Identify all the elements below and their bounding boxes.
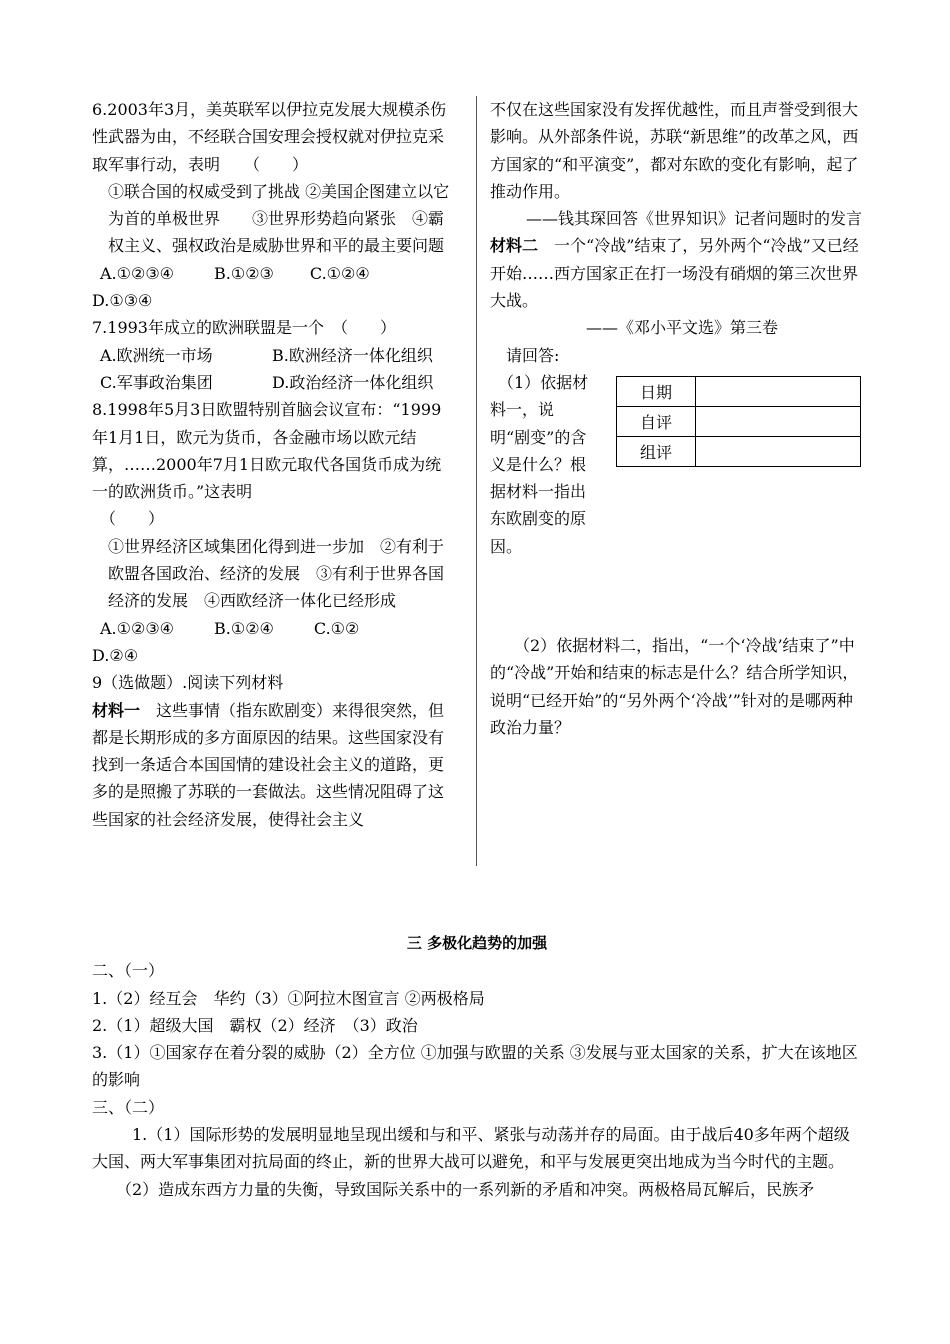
material-two	[490, 232, 862, 314]
q6-stem: 6.2003年3月，美英联军以伊拉克发展大规模杀伤性武器为由，不经联合国安理会授权就对伊拉克采取军事行动，表明 （ ）	[92, 100, 447, 174]
answer-2: 2.（1）超级大国 霸权（2）经济 （3）政治	[92, 1015, 418, 1035]
answers-sec1: 二、（一）	[92, 961, 165, 981]
answers-sec2: 三、（二）	[92, 1097, 165, 1117]
answers-title: 三 多极化趋势的加强	[406, 934, 548, 952]
answer-b1: 1.（1）国际形势的发展明显地呈现出缓和与和平、紧张与动荡并存的局面。由于战后40多年两个超级大国、两大军事集团对抗局面的终止，新的世界大战可以避免，和平与发展更突出地成为当今时代的主题。	[92, 1125, 850, 1172]
q8-stem: 8.1998年5月3日欧盟特别首脑会议宣布：“1999年1月1日，欧元为货币，各金融市场以欧元结算，……2000年7月1日欧元取代各国货币成为统一的欧洲货币。”这表明	[92, 400, 442, 502]
eval-date-label: 日期	[617, 377, 696, 407]
q6-items: ①联合国的权威受到了挑战 ②美国企图建立以它为首的单极世界 ③世界形势趋向紧张 ④霸权主义、强权政治是威胁世界和平的最主要问题	[108, 181, 450, 256]
material-two-source: ——《邓小平文选》第三卷	[586, 318, 779, 338]
right-column	[490, 96, 862, 560]
q7-options-row1	[92, 342, 452, 369]
material-two-text: 一个“冷战”结束了，另外两个“冷战”又已经开始……西方国家正在打一场没有硝烟的第三次世界大战。	[490, 236, 859, 311]
q7-option-c: C.军事政治集团	[100, 372, 213, 392]
q8-options-row	[92, 615, 452, 642]
q7-option-d: D.政治经济一体化组织	[272, 372, 434, 392]
q8-option-b: B.①②④	[214, 618, 274, 638]
answer-3: 3.（1）①国家存在着分裂的威胁（2）全方位 ①加强与欧盟的关系 ③发展与亚太国家的关系，扩大在该地区的影响	[92, 1043, 858, 1090]
q8-option-c: C.①②	[313, 618, 360, 638]
q6-option-d: D.①③④	[92, 291, 153, 311]
q6-option-a: A.①②③④	[100, 263, 175, 283]
material-one-text: 这些事情（指东欧剧变）来得很突然，但都是长期形成的多方面原因的结果。这些国家没有找到一条适合本国国情的建设社会主义的道路，更多的是照搬了苏联的一套做法。这些情况阻碍了这些国家的社会经济发展，使得社会主义	[92, 700, 445, 829]
material-one-continued: 不仅在这些国家没有发挥优越性，而且声誉受到很大影响。从外部条件说，苏联“新思维”的改革之风，西方国家的“和平演变”，都对东欧的变化有影响，起了推动作用。	[490, 100, 859, 201]
eval-group-label: 组评	[617, 437, 696, 467]
column-divider	[476, 96, 477, 866]
material-one-label: 材料一	[92, 700, 141, 720]
q6-option-b: B.①②③	[214, 263, 274, 283]
q7-option-b: B.欧洲经济一体化组织	[272, 345, 433, 365]
q8-items: ①世界经济区域集团化得到进一步加 ②有利于欧盟各国政治、经济的发展 ③有利于世界各国经济的发展 ④西欧经济一体化已经形成	[108, 536, 445, 611]
q7-options-row2	[92, 369, 452, 396]
eval-row-group	[617, 437, 861, 467]
answer-1: 1.（2）经互会 华约（3）①阿拉木图宣言 ②两极格局	[92, 988, 485, 1008]
q9-material-one	[92, 697, 452, 833]
q9-stem: 9（选做题）.阅读下列材料	[92, 673, 284, 693]
left-column	[92, 96, 452, 833]
q7-stem: 7.1993年成立的欧洲联盟是一个 （ ）	[92, 318, 396, 338]
answer-b2: （2）造成东西方力量的失衡，导致国际关系中的一系列新的矛盾和冲突。两极格局瓦解后，民族矛	[116, 1179, 815, 1199]
q6-options-row	[92, 260, 452, 287]
q6-option-c: C.①②④	[309, 263, 370, 283]
material-two-label: 材料二	[490, 236, 539, 256]
eval-group-cell[interactable]	[696, 437, 861, 467]
answers-section	[92, 930, 862, 1203]
question-2: （2）依据材料二，指出，“一个‘冷战’结束了”中的“冷战”开始和结束的标志是什么？结合所学知识，说明“已经开始”的“另外两个‘冷战’”针对的是哪两种政治力量？	[490, 636, 859, 737]
material-one-source: ——钱其琛回答《世界知识》记者问题时的发言	[526, 209, 863, 229]
question-1: （1）依据材料一，说明“剧变”的含义是什么？根据材料一指出东欧剧变的原因。	[490, 372, 589, 556]
eval-self-label: 自评	[617, 407, 696, 437]
eval-row-self	[617, 407, 861, 437]
q7-option-a: A.欧洲统一市场	[100, 345, 213, 365]
q8-paren: （ ）	[100, 509, 165, 529]
q8-option-d: D.②④	[92, 645, 139, 665]
evaluation-table	[616, 376, 861, 467]
eval-date-cell[interactable]	[696, 377, 861, 407]
eval-self-cell[interactable]	[696, 407, 861, 437]
q8-option-a: A.①②③④	[100, 618, 175, 638]
ask-prompt: 请回答:	[506, 345, 560, 365]
eval-row-date	[617, 377, 861, 407]
